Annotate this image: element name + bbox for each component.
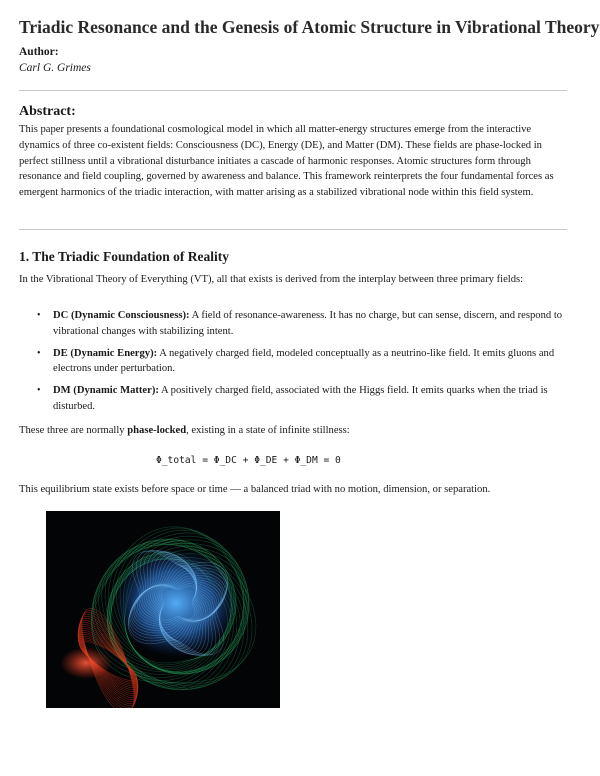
- blue-wave-core: [114, 549, 238, 657]
- paper-title: Triadic Resonance and the Genesis of Atomic Structure in Vibrational Theory: [19, 17, 600, 37]
- section-intro: In the Vibrational Theory of Everything (VT), all that exists is derived from the interplay between three primary fields:: [19, 274, 524, 285]
- abstract-text: This paper presents a foundational cosmological model in which all matter-energy structures emerge from the interactive dynamics of three co-existent fields: Consciousness (DC), Energy (DE), and Matter (DM). These fields are phase-locked in perfect stillness until a vibrational disturbance initiates a cascade of harmonic responses. Atomic structures form through resonance and field coupling, governed by awareness and balance. This framework reinterprets the four fundamental forces as emergent harmonics of the triadic interaction, with matter arising as a stabilized vibrational node within this field system.: [19, 124, 554, 199]
- field-description: A negatively charged field, modeled conceptually as a neutrino-like field. It emits gluons and electrons under perturbation.: [53, 347, 555, 375]
- field-item-de: [19, 346, 567, 378]
- section-heading: 1. The Triadic Foundation of Reality: [19, 249, 230, 264]
- field-item-dm: [19, 383, 567, 415]
- bullet-icon: •: [37, 310, 41, 321]
- field-term: DE (Dynamic Energy):: [53, 347, 158, 359]
- field-description: A positively charged field, associated with the Higgs field. It emits quarks when the triad is disturbed.: [53, 385, 548, 412]
- field-list: [19, 308, 567, 421]
- equilibrium-paragraph: This equilibrium state exists before space or time — a balanced triad with no motion, dimension, or separation.: [19, 484, 491, 495]
- field-description: A field of resonance-awareness. It has no charge, but can sense, discern, and respond to vibrational changes with stabilizing intent.: [53, 310, 563, 337]
- field-term: DM (Dynamic Matter):: [53, 385, 159, 397]
- author-name: Carl G. Grimes: [19, 62, 91, 74]
- author-label: Author:: [19, 46, 59, 58]
- phase-locked-paragraph: These three are normally phase-locked, existing in a state of infinite stillness:: [19, 425, 350, 436]
- divider-abstract: [19, 229, 567, 230]
- field-term: DC (Dynamic Consciousness):: [53, 310, 190, 321]
- bullet-icon: •: [37, 385, 41, 397]
- phase-locked-term: phase-locked: [127, 425, 187, 436]
- red-glow: [60, 647, 112, 679]
- bullet-icon: •: [37, 347, 41, 359]
- field-item-dc: [19, 308, 567, 340]
- abstract-heading: Abstract:: [19, 104, 76, 119]
- equation: Φ_total = Φ_DC + Φ_DE + Φ_DM = 0: [156, 455, 341, 466]
- field-figure-image: [46, 511, 280, 708]
- divider-top: [19, 90, 567, 91]
- field-figure-svg: [46, 511, 280, 708]
